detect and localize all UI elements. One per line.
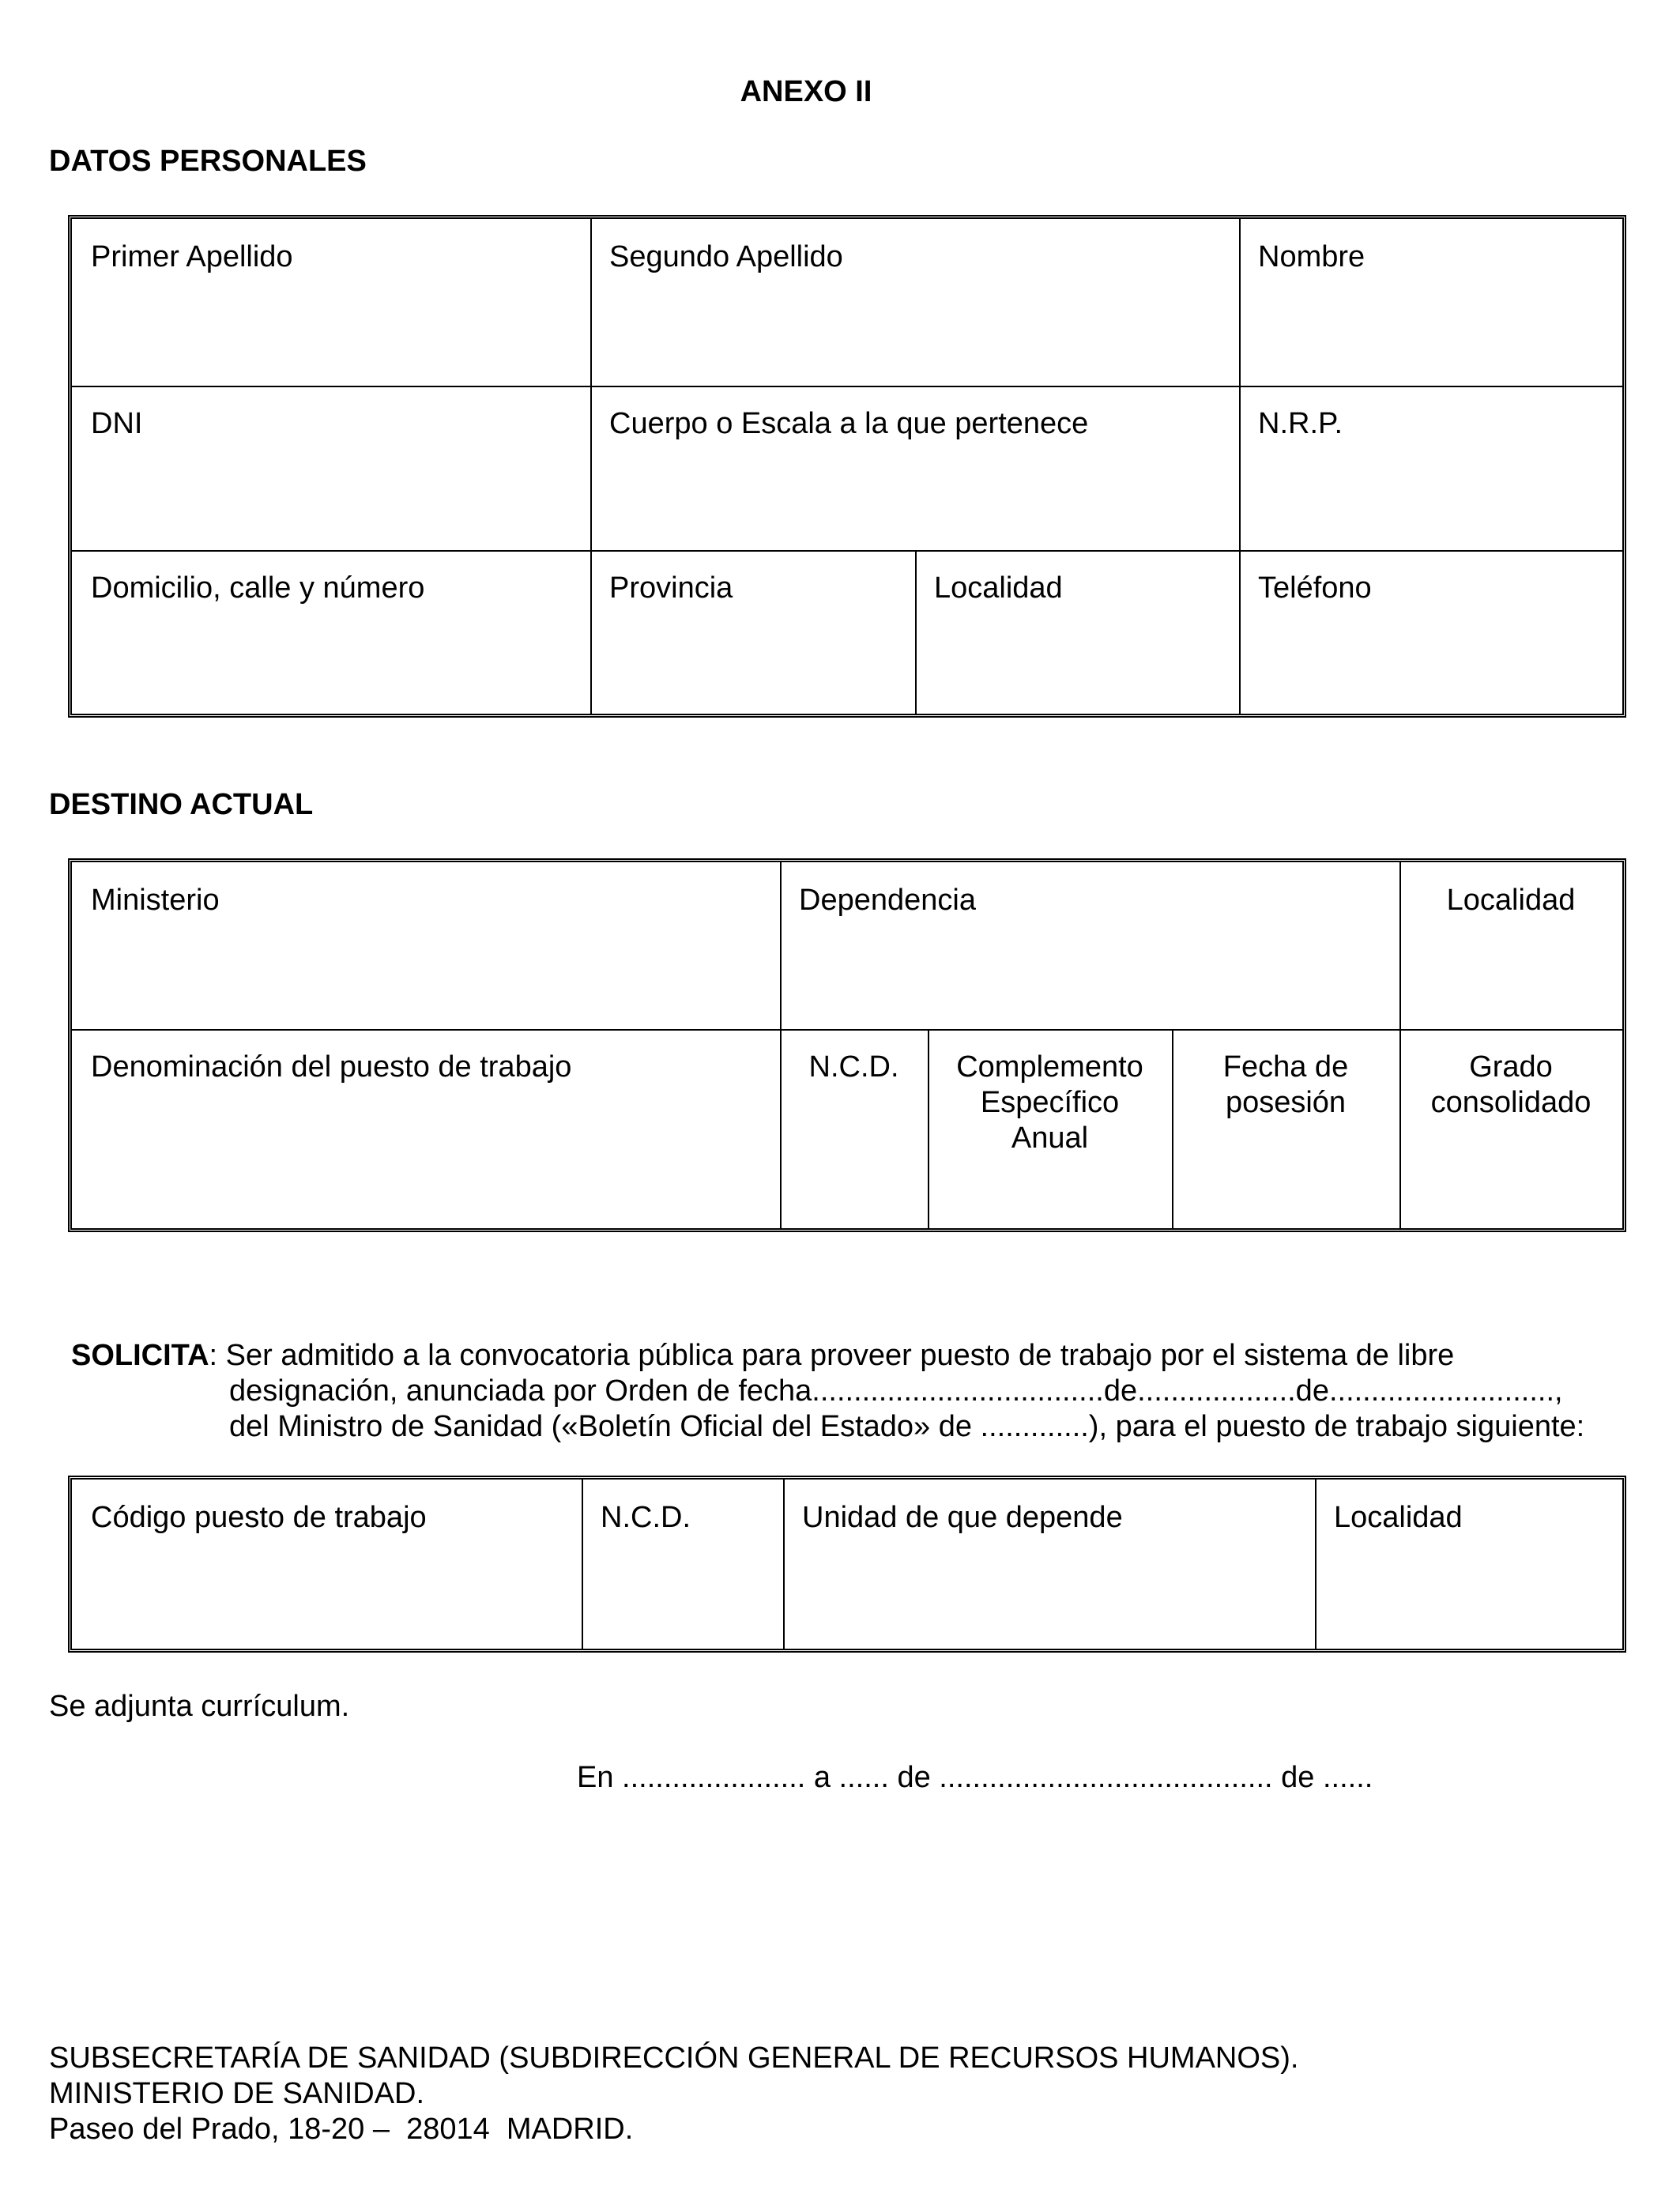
footer-line-2: MINISTERIO DE SANIDAD. [49, 2077, 425, 2110]
section-heading-datos-personales: DATOS PERSONALES [49, 145, 367, 178]
field-ncd-puesto[interactable]: N.C.D. [601, 1501, 691, 1534]
page-title: ANEXO II [740, 75, 872, 108]
field-segundo-apellido[interactable]: Segundo Apellido [609, 240, 843, 273]
field-provincia[interactable]: Provincia [609, 571, 733, 605]
puesto-table [68, 1476, 1626, 1653]
solicita-line-2: designación, anunciada por Orden de fecha...................................de...................de..........................., [229, 1374, 1563, 1408]
field-complemento-especifico[interactable] [928, 1029, 1172, 1156]
field-telefono[interactable]: Teléfono [1258, 571, 1372, 605]
footer-line-1: SUBSECRETARÍA DE SANIDAD (SUBDIRECCIÓN GENERAL DE RECURSOS HUMANOS). [49, 2041, 1299, 2075]
solicita-line-3: del Ministro de Sanidad («Boletín Oficial del Estado» de .............), para el puesto de trabajo siguiente: [229, 1410, 1585, 1443]
field-grado-consolidado[interactable] [1399, 1029, 1622, 1121]
field-nrp[interactable]: N.R.P. [1258, 407, 1343, 440]
field-codigo-puesto[interactable]: Código puesto de trabajo [91, 1501, 427, 1534]
field-domicilio[interactable]: Domicilio, calle y número [91, 571, 425, 605]
field-dependencia[interactable]: Dependencia [799, 884, 976, 917]
fecha-posesion-line-1: Fecha de [1222, 1050, 1349, 1084]
field-denominacion-puesto[interactable]: Denominación del puesto de trabajo [91, 1050, 572, 1084]
solicita-label: SOLICITA [71, 1339, 209, 1372]
field-localidad-puesto[interactable]: Localidad [1334, 1501, 1463, 1534]
complemento-line-3: Anual [1011, 1122, 1089, 1155]
destino-actual-table [68, 858, 1626, 1232]
solicita-line-1 [71, 1338, 1454, 1374]
complemento-line-1: Complemento [956, 1050, 1143, 1084]
footer-line-3: Paseo del Prado, 18-20 – 28014 MADRID. [49, 2113, 634, 2146]
field-primer-apellido[interactable]: Primer Apellido [91, 240, 293, 273]
fecha-posesion-line-2: posesión [1225, 1086, 1347, 1119]
date-place-line: En ...................... a ...... de ........................................ de ...... [577, 1761, 1373, 1794]
field-localidad-destino[interactable]: Localidad [1446, 884, 1576, 917]
field-unidad-depende[interactable]: Unidad de que depende [802, 1501, 1123, 1534]
solicita-text-1: : Ser admitido a la convocatoria pública para proveer puesto de trabajo por el sistema de libre [209, 1339, 1455, 1372]
datos-personales-table [68, 215, 1626, 718]
field-fecha-posesion[interactable] [1172, 1029, 1399, 1121]
complemento-line-2: Específico [980, 1086, 1120, 1119]
section-heading-destino-actual: DESTINO ACTUAL [49, 788, 314, 821]
field-ministerio[interactable]: Ministerio [91, 884, 220, 917]
field-nombre[interactable]: Nombre [1258, 240, 1365, 273]
field-localidad[interactable]: Localidad [934, 571, 1063, 605]
field-cuerpo-escala[interactable]: Cuerpo o Escala a la que pertenece [609, 407, 1089, 440]
grado-line-2: consolidado [1430, 1086, 1591, 1119]
grado-line-1: Grado [1469, 1050, 1553, 1084]
field-dni[interactable]: DNI [91, 407, 143, 440]
curriculum-note: Se adjunta currículum. [49, 1690, 350, 1723]
field-ncd-destino[interactable]: N.C.D. [808, 1050, 899, 1084]
